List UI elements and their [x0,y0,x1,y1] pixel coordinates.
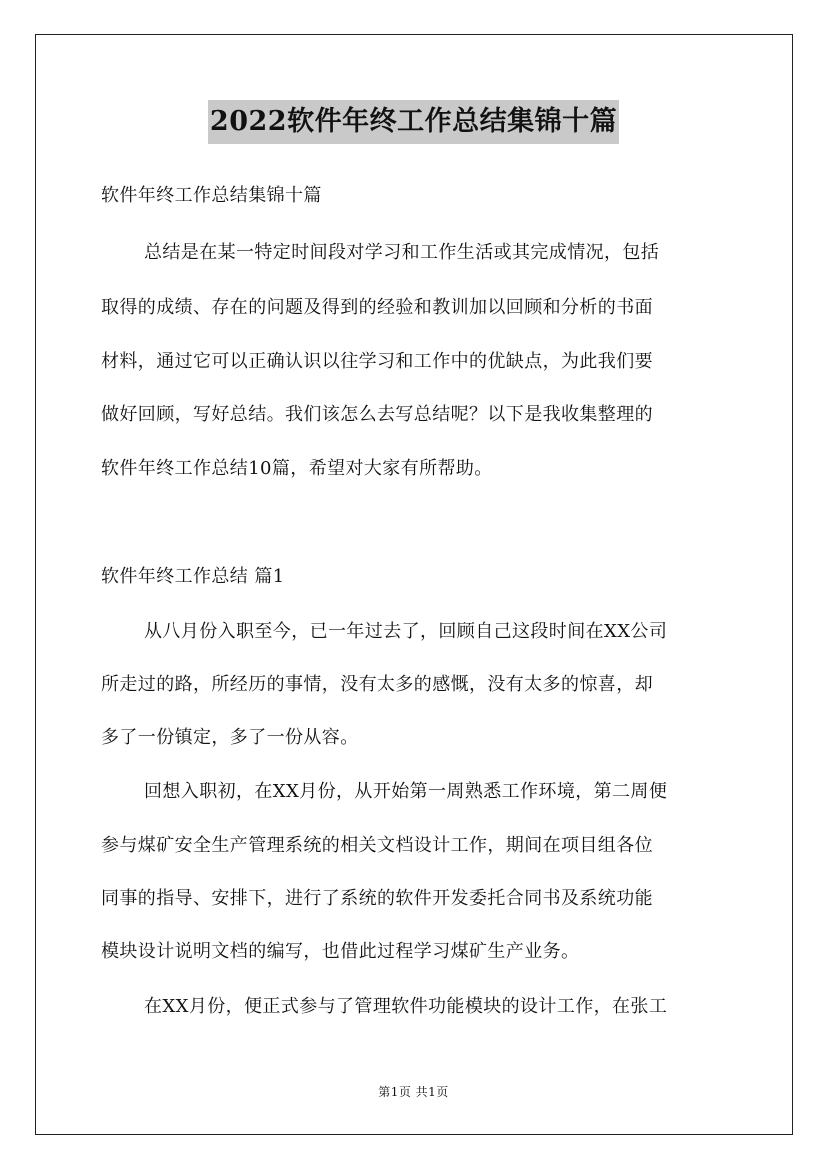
paragraph-line: 在XX月份，便正式参与了管理软件功能模块的设计工作，在张工 [144,996,668,1017]
page-footer: 第1页 共1页 [378,1085,449,1099]
paragraph-line: 模块设计说明文档的编写，也借此过程学习煤矿生产业务。 [101,941,580,962]
paragraph-line: 所走过的路，所经历的事情，没有太多的感慨，没有太多的惊喜，却 [101,674,653,695]
intro-line: 材料，通过它可以正确认识以往学习和工作中的优缺点，为此我们要 [101,351,653,372]
document-subtitle: 软件年终工作总结集锦十篇 [101,185,322,206]
paragraph-line: 同事的指导、安排下，进行了系统的软件开发委托合同书及系统功能 [101,888,653,909]
intro-line: 软件年终工作总结10篇，希望对大家有所帮助。 [101,458,493,479]
title-container [0,100,827,144]
intro-line: 做好回顾，写好总结。我们该怎么去写总结呢？以下是我收集整理的 [101,404,653,425]
paragraph-line: 回想入职初，在XX月份，从开始第一周熟悉工作环境，第二周便 [144,781,668,802]
intro-line: 取得的成绩、存在的问题及得到的经验和教训加以回顾和分析的书面 [101,297,653,318]
document-title: 2022软件年终工作总结集锦十篇 [208,100,619,144]
intro-line: 总结是在某一特定时间段对学习和工作生活或其完成情况，包括 [144,242,660,263]
paragraph-line: 从八月份入职至今，已一年过去了，回顾自己这段时间在XX公司 [144,621,668,642]
paragraph-line: 多了一份镇定，多了一份从容。 [101,727,359,748]
paragraph-line: 参与煤矿安全生产管理系统的相关文档设计工作，期间在项目组各位 [101,835,653,856]
section-heading: 软件年终工作总结 篇1 [101,566,285,587]
